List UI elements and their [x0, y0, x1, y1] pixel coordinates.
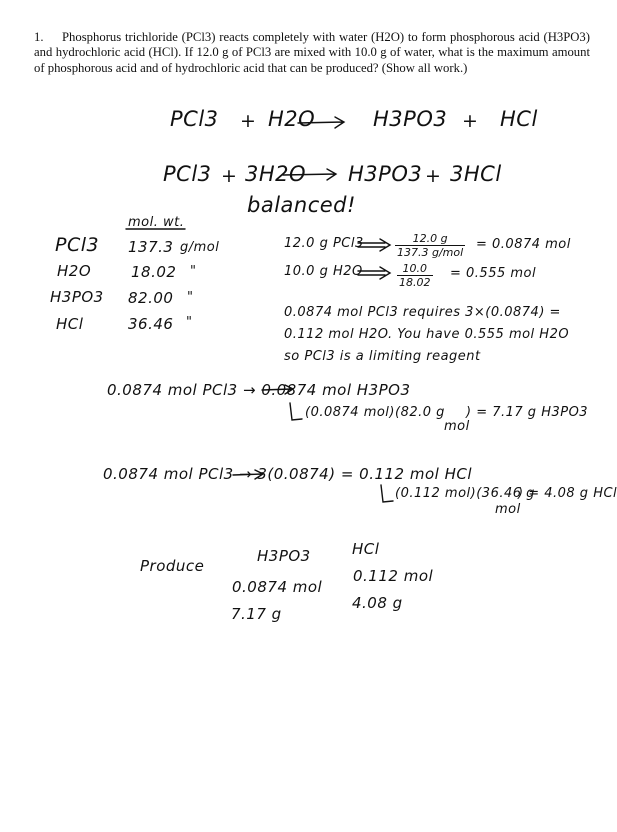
produce-col2-header: HCl [352, 540, 380, 558]
molwt-formula: H3PO3 [50, 288, 104, 306]
conv2-given: 10.0 g H2O [284, 264, 363, 279]
problem-number: 1. [34, 30, 44, 44]
produce-col2-mol: 0.112 mol [353, 567, 434, 585]
conv1-denominator: 137.3 g/mol [397, 246, 464, 259]
molwt-formula: H2O [57, 262, 92, 280]
step1-line: 0.0874 mol PCl3 → 0.0874 mol H3PO3 [107, 381, 411, 399]
eq2-product-h3po3: H3PO3 [348, 162, 423, 186]
molwt-unit: " [190, 264, 197, 279]
step2-calc: (0.112 mol)(36.46 g [395, 486, 535, 501]
eq1-reactant-h2o: H2O [268, 107, 316, 131]
hook-icon [381, 485, 393, 502]
eq1-reactant-pcl3: PCl3 [170, 107, 219, 131]
problem-text: Phosphorus trichloride (PCl3) reacts completely with water (H2O) to form phosphorous acid (H3PO3) and hydrochloric acid (HCl). If 12.0 g of PCl3 are mixed with 10.0 g of water, what is the maximum amount of phosphorous acid and of hydrochloric acid that can be produced? (Show all work.) [34, 30, 590, 75]
produce-col1-mol: 0.0874 mol [232, 578, 323, 596]
produce-col1-header: H3PO3 [257, 547, 311, 565]
eq2-plus: + [425, 165, 442, 187]
conv1-result: = 0.0874 mol [476, 237, 571, 252]
molwt-value: 36.46 [128, 315, 174, 333]
conv1-given: 12.0 g PCl3 [284, 236, 364, 251]
limiting-line: 0.0874 mol PCl3 requires 3×(0.0874) = [284, 305, 561, 320]
eq2-product-3hcl: 3HCl [450, 162, 502, 186]
eq1-product-hcl: HCl [500, 107, 538, 131]
limiting-line: 0.112 mol H2O. You have 0.555 mol H2O [284, 327, 570, 342]
eq1-plus: + [462, 110, 479, 132]
eq2-reactant-pcl3: PCl3 [163, 162, 212, 186]
conv1-numerator: 12.0 g [395, 232, 465, 246]
double-arrow-icon [358, 267, 390, 279]
eq1-product-h3po3: H3PO3 [373, 107, 448, 131]
step2-line: 0.0874 mol PCl3 → 3(0.0874) = 0.112 mol HCl [103, 465, 473, 483]
step2-result: ) = 4.08 g HCl [518, 486, 617, 501]
balanced-note: balanced! [247, 193, 356, 217]
molwt-unit: g/mol [180, 240, 220, 255]
conv2-numerator: 10.0 [397, 262, 433, 276]
molwt-unit: " [186, 315, 193, 330]
molwt-value: 18.02 [131, 263, 177, 281]
molwt-header: mol. wt. [128, 215, 185, 230]
step1-calc: (0.0874 mol)(82.0 g [305, 405, 445, 420]
molwt-value: 137.3 [128, 238, 174, 256]
eq2-reactant-3h2o: 3H2O [245, 162, 307, 186]
molwt-formula: PCl3 [55, 234, 100, 256]
conv2-denominator: 18.02 [399, 276, 431, 289]
molwt-unit: " [187, 290, 194, 305]
produce-label: Produce [140, 557, 205, 575]
produce-col2-grams: 4.08 g [352, 594, 403, 612]
molwt-value: 82.00 [128, 289, 174, 307]
conv2-fraction [397, 262, 433, 289]
eq1-plus: + [240, 110, 257, 132]
produce-col1-grams: 7.17 g [231, 605, 282, 623]
eq2-plus: + [221, 165, 238, 187]
step1-result: ) = 7.17 g H3PO3 [466, 405, 589, 420]
step1-unit: mol [444, 419, 470, 434]
molwt-formula: HCl [56, 315, 84, 333]
conv2-result: = 0.555 mol [450, 266, 537, 281]
hook-icon [290, 403, 302, 420]
step2-unit: mol [495, 502, 521, 517]
conv1-fraction [395, 232, 465, 259]
limiting-line: so PCl3 is a limiting reagent [284, 349, 481, 364]
